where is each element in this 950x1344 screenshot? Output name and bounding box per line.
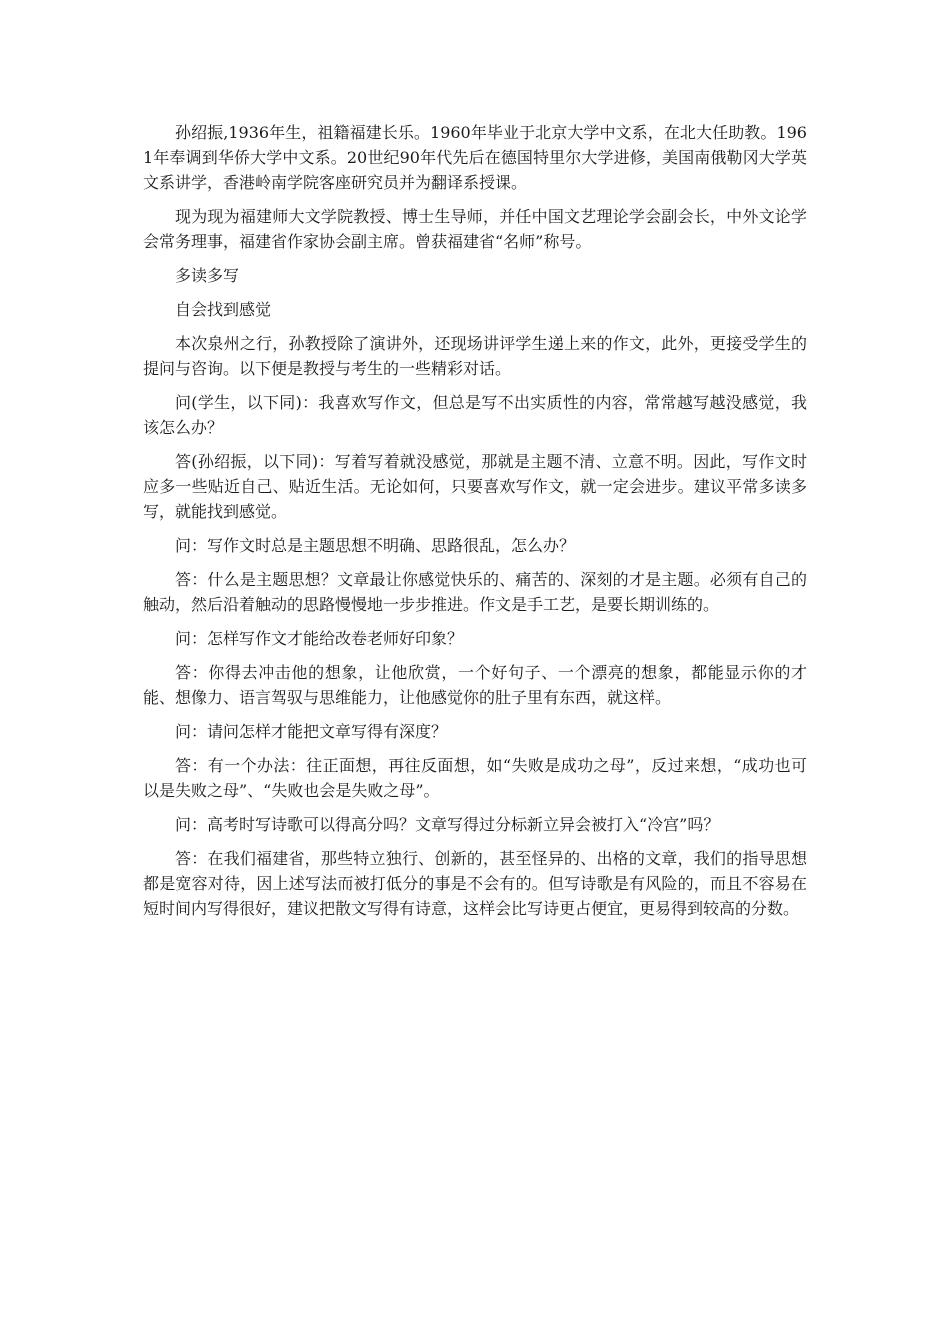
paragraph-intro: 本次泉州之行，孙教授除了演讲外，还现场讲评学生递上来的作文，此外，更接受学生的提问与咨询。以下便是教授与考生的一些精彩对话。 (143, 334, 807, 378)
section-heading-line-1: 多读多写 (175, 266, 240, 285)
question-2: 问：写作文时总是主题思想不明确、思路很乱，怎么办？ (175, 536, 576, 555)
paragraph-author-bio: 孙绍振,1936年生，祖籍福建长乐。1960年毕业于北京大学中文系，在北大任助教。1961年奉调到华侨大学中文系。20世纪90年代先后在德国特里尔大学进修，美国南俄勒冈大学英文系讲学，香港岭南学院客座研究员并为翻译系授课。 (143, 123, 807, 192)
answer-3: 答：你得去冲击他的想象，让他欣赏，一个好句子、一个漂亮的想象，都能显示你的才能、想像力、语言驾驭与思维能力，让他感觉你的肚子里有东西，就这样。 (143, 663, 807, 707)
question-4: 问：请问怎样才能把文章写得有深度？ (175, 722, 448, 741)
answer-2: 答：什么是主题思想？文章最让你感觉快乐的、痛苦的、深刻的才是主题。必须有自己的触动，然后沿着触动的思路慢慢地一步步推进。作文是手工艺，是要长期训练的。 (143, 570, 807, 614)
answer-1: 答(孙绍振，以下同)：写着写着就没感觉，那就是主题不清、立意不明。因此，写作文时应多一些贴近自己、贴近生活。无论如何，只要喜欢写作文，就一定会进步。建议平常多读多写，就能找到感觉。 (143, 452, 807, 521)
document-body (143, 120, 807, 930)
answer-4: 答：有一个办法：往正面想，再往反面想，如“失败是成功之母”，反过来想，“成功也可以是失败之母”、“失败也会是失败之母”。 (143, 756, 807, 800)
question-1: 问(学生，以下同)：我喜欢写作文，但总是写不出实质性的内容，常常越写越没感觉，我该怎么办？ (143, 393, 807, 437)
question-5: 问：高考时写诗歌可以得高分吗？文章写得过分标新立异会被打入“冷宫”吗？ (175, 815, 720, 834)
question-3: 问：怎样写作文才能给改卷老师好印象？ (175, 629, 464, 648)
section-heading-line-2: 自会找到感觉 (175, 300, 272, 319)
answer-5: 答：在我们福建省，那些特立独行、创新的，甚至怪异的、出格的文章，我们的指导思想都是宽容对待，因上述写法而被打低分的事是不会有的。但写诗歌是有风险的，而且不容易在短时间内写得很好，建议把散文写得有诗意，这样会比写诗更占便宜，更易得到较高的分数。 (143, 849, 807, 918)
paragraph-author-positions: 现为现为福建师大文学院教授、博士生导师，并任中国文艺理论学会副会长，中外文论学会常务理事，福建省作家协会副主席。曾获福建省“名师”称号。 (143, 207, 807, 251)
